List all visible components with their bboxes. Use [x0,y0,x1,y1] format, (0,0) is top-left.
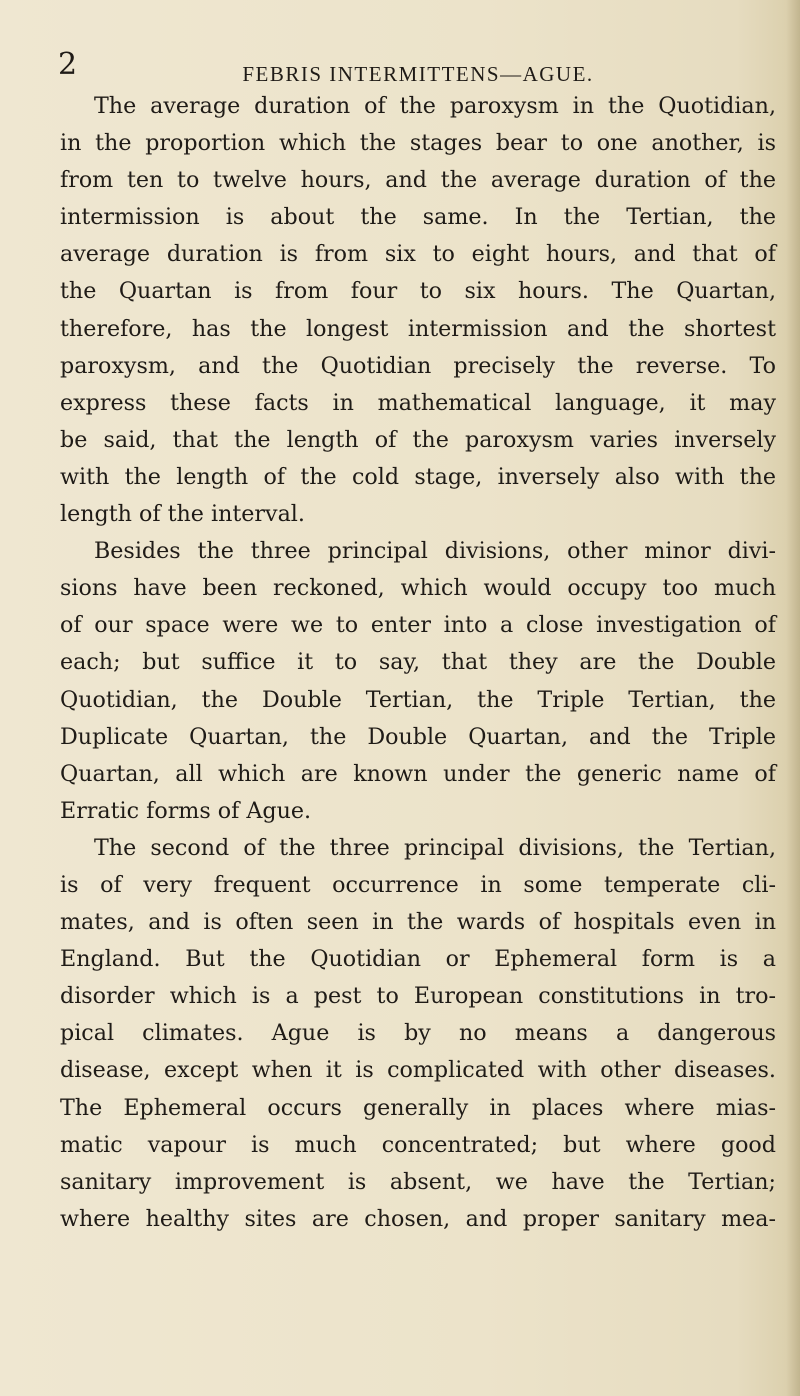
text-line: length of the interval. [60,501,305,528]
text-line: each; but suffice it to say, that they are the Double [60,649,776,676]
text-line: with the length of the cold stage, inversely also with the [60,463,776,490]
text-line: The Ephemeral occurs generally in places where mias- [60,1094,776,1121]
text-line: The average duration of the paroxysm in the Quotidian, [94,93,776,119]
text-line: The second of the three principal divisions, the Tertian, [94,834,776,861]
text-line: from ten to twelve hours, and the average duration of the [60,167,776,194]
page-number: 2 [58,47,78,82]
text-line: of our space were we to enter into a close investigation of [60,612,776,639]
paragraph-3 [60,830,776,1238]
text-line: sanitary improvement is absent, we have the Tertian; [60,1168,776,1195]
page-header [48,47,788,90]
text-line: Quotidian, the Double Tertian, the Triple Tertian, the [60,686,776,713]
text-line: in the proportion which the stages bear to one another, is [60,130,776,157]
text-line: therefore, has the longest intermission and the shortest [60,315,776,342]
text-line: mates, and is often seen in the wards of hospitals even in [60,909,776,936]
body-text [60,88,776,1238]
text-line: Duplicate Quartan, the Double Quartan, and the Triple [60,723,776,750]
text-line: the Quartan is from four to six hours. The Quartan, [60,278,776,305]
text-line: express these facts in mathematical language, it may [60,389,776,416]
text-line: Erratic forms of Ague. [60,797,312,824]
text-line: Besides the three principal divisions, other minor divi- [94,538,776,565]
text-line: is of very frequent occurrence in some temperate cli- [60,871,776,898]
paragraph-2 [60,533,776,830]
text-line: sions have been reckoned, which would occupy too much [60,575,776,602]
text-line: pical climates. Ague is by no means a dangerous [60,1020,776,1047]
text-line: England. But the Quotidian or Ephemeral form is a [60,946,776,973]
running-title: FEBRIS INTERMITTENS—AGUE. [242,62,594,86]
text-line: matic vapour is much concentrated; but where good [60,1131,776,1158]
paragraph-1 [60,88,776,533]
text-line: disorder which is a pest to European constitutions in tro- [60,983,776,1010]
text-line: average duration is from six to eight hours, and that of [60,241,776,268]
text-line: be said, that the length of the paroxysm varies inversely [60,426,776,453]
text-line: Quartan, all which are known under the generic name of [60,760,776,787]
text-line: paroxysm, and the Quotidian precisely the reverse. To [60,352,776,379]
text-line: intermission is about the same. In the Tertian, the [60,204,776,231]
page-edge-shadow [786,0,800,1396]
text-line: disease, except when it is complicated with other diseases. [60,1057,776,1084]
text-line: where healthy sites are chosen, and proper sanitary mea- [60,1205,776,1232]
